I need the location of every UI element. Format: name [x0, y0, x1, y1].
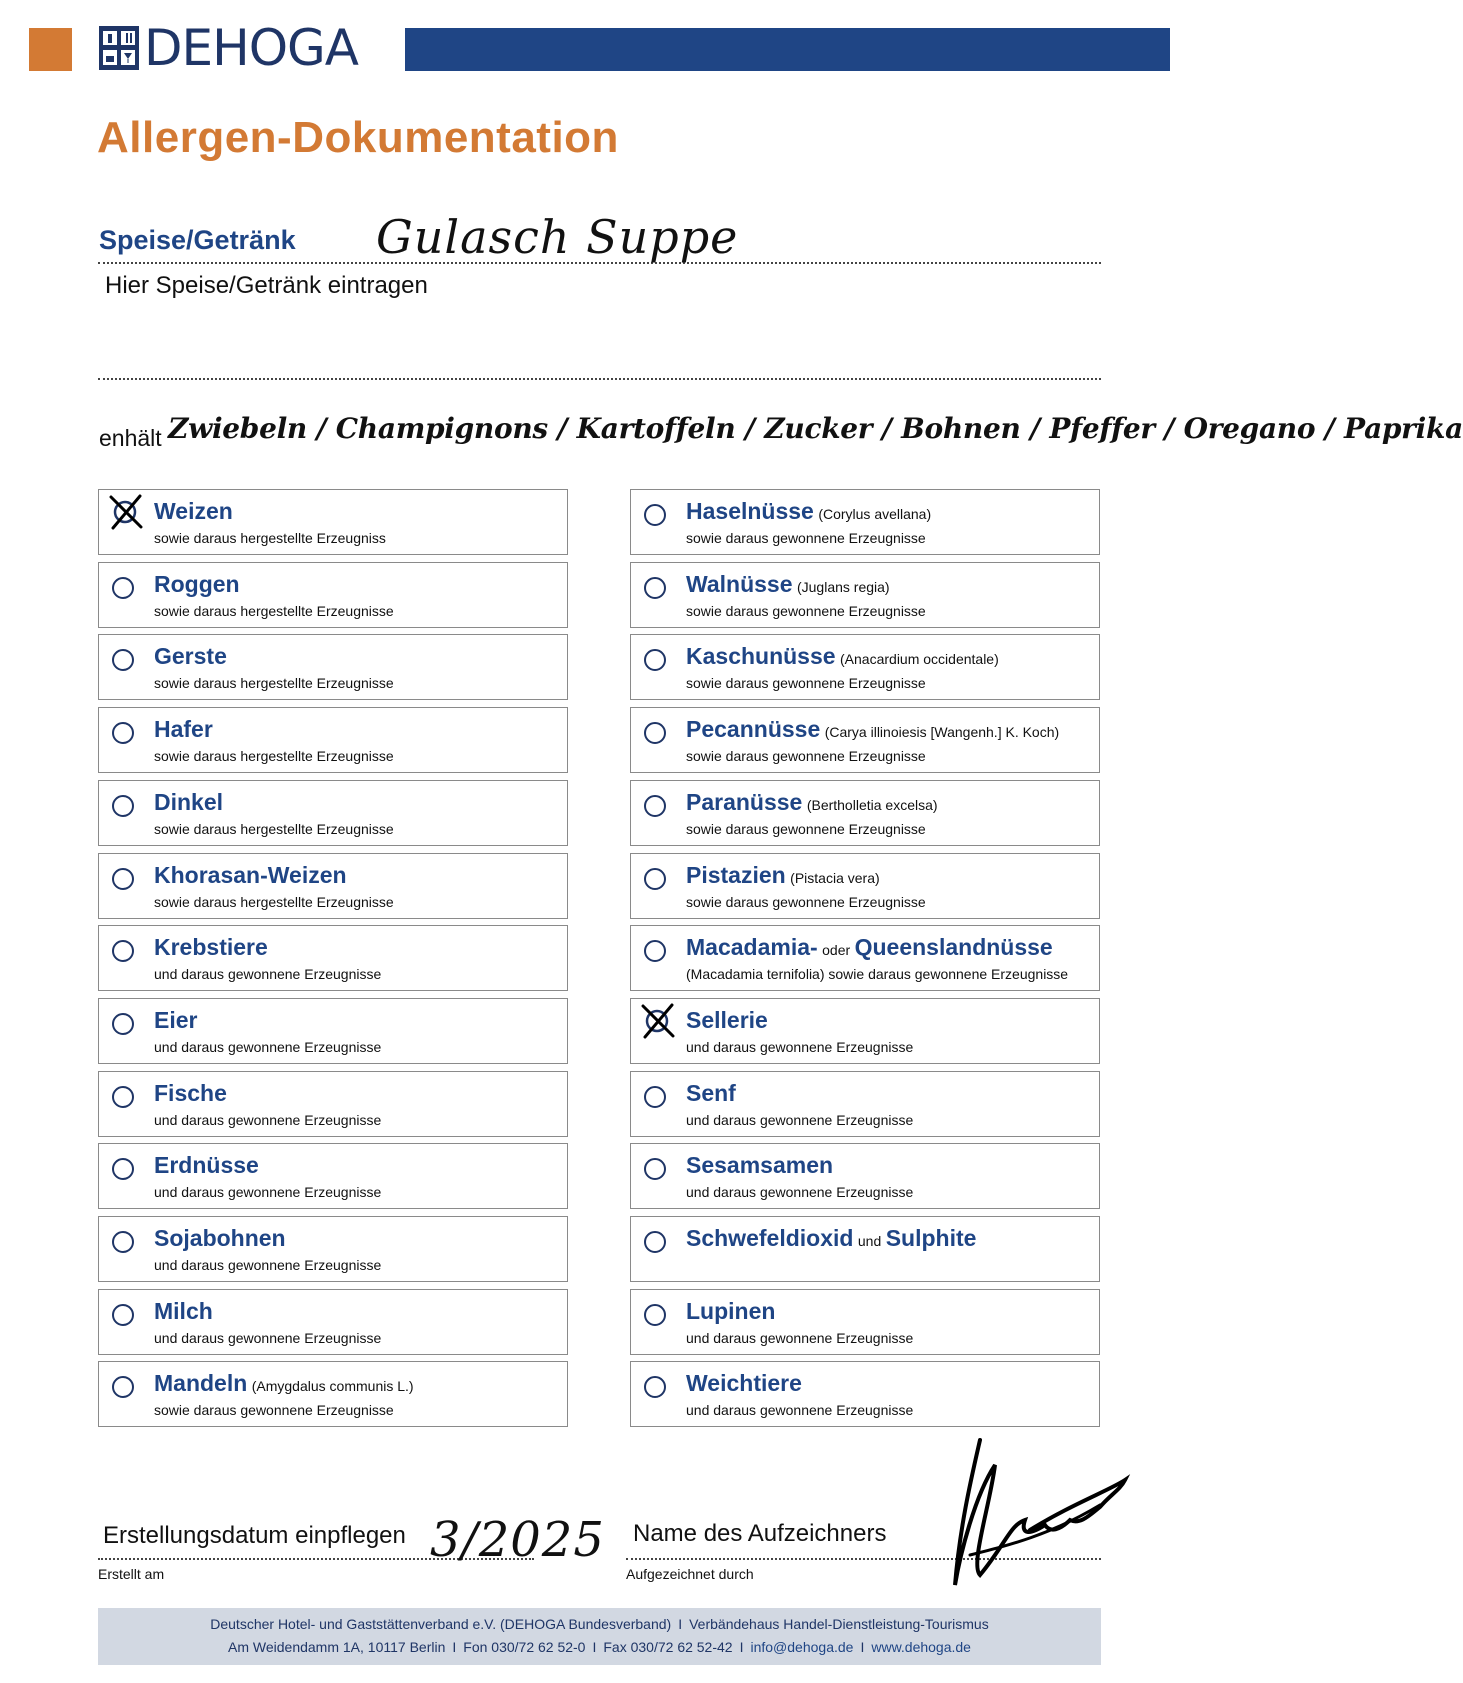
radio-circle-icon[interactable] — [644, 1304, 666, 1326]
allergen-name: Macadamia- — [686, 934, 818, 961]
allergen-title — [154, 1225, 286, 1252]
allergen-name: Roggen — [154, 570, 240, 597]
allergen-item[interactable] — [98, 1216, 568, 1282]
allergen-subtext: sowie daraus gewonnene Erzeugnisse — [686, 530, 926, 546]
allergen-subtext: sowie daraus gewonnene Erzeugnisse — [686, 602, 926, 619]
allergen-subtext: sowie daraus hergestellte Erzeugnisse — [154, 820, 394, 837]
radio-circle-icon[interactable] — [112, 1231, 134, 1253]
footer-fax: Fax 030/72 62 52-42 — [603, 1639, 733, 1655]
allergen-title — [686, 716, 1059, 743]
radio-circle-icon[interactable] — [644, 1376, 666, 1398]
allergen-conjunction: oder — [822, 942, 851, 959]
allergen-name: Walnüsse — [686, 570, 793, 597]
allergen-title — [686, 571, 890, 598]
allergen-subtext: sowie daraus gewonnene Erzeugnisse — [686, 675, 926, 692]
allergen-name: Lupinen — [686, 1297, 776, 1324]
radio-circle-icon[interactable] — [112, 940, 134, 962]
allergen-subtext: und daraus gewonnene Erzeugnisse — [686, 1402, 914, 1419]
radio-circle-icon[interactable] — [112, 649, 134, 671]
radio-circle-icon[interactable] — [644, 868, 666, 890]
allergen-title — [686, 934, 1053, 961]
allergen-name: Eier — [154, 1006, 198, 1033]
allergen-item[interactable] — [630, 998, 1100, 1064]
allergen-name: Erdnüsse — [154, 1152, 259, 1179]
brand-orange-square — [29, 28, 72, 71]
radio-circle-icon[interactable] — [112, 795, 134, 817]
allergen-latin-name: (Pistacia vera) — [790, 869, 880, 886]
allergen-item[interactable] — [98, 1143, 568, 1209]
allergen-subtext: sowie daraus hergestellte Erzeugnisse — [154, 602, 394, 619]
allergen-latin-name: (Carya illinoiesis [Wangenh.] K. Koch) — [824, 724, 1060, 741]
allergen-item[interactable] — [630, 489, 1100, 555]
allergen-title — [686, 1298, 775, 1325]
allergen-title — [154, 1370, 414, 1397]
allergen-name: Kaschunüsse — [686, 643, 836, 670]
handwritten-signature — [950, 1435, 1130, 1605]
allergen-title — [686, 1080, 736, 1107]
allergen-subtext: und daraus gewonnene Erzeugnisse — [154, 1111, 382, 1128]
allergen-latin-name: (Corylus avellana) — [818, 506, 932, 522]
allergen-subtext: und daraus gewonnene Erzeugnisse — [154, 1257, 382, 1273]
radio-circle-icon[interactable] — [112, 1086, 134, 1108]
allergen-title — [154, 643, 227, 670]
allergen-name: Sojabohnen — [154, 1225, 286, 1251]
allergen-subtext: sowie daraus hergestellte Erzeugnisse — [154, 893, 394, 910]
allergen-item[interactable] — [630, 1361, 1100, 1427]
allergen-latin-name: (Anacardium occidentale) — [840, 651, 999, 668]
allergen-title — [154, 571, 240, 598]
radio-circle-icon[interactable] — [112, 1376, 134, 1398]
allergen-name: Fische — [154, 1079, 227, 1106]
footer-separator: I — [739, 1639, 744, 1655]
footer-address: Am Weidendamm 1A, 10117 Berlin — [228, 1639, 446, 1655]
radio-circle-icon[interactable] — [644, 940, 666, 962]
allergen-title — [154, 789, 223, 816]
radio-circle-icon[interactable] — [112, 1158, 134, 1180]
allergen-item[interactable] — [98, 1071, 568, 1137]
footer-phone: Fon 030/72 62 52-0 — [463, 1639, 586, 1655]
allergen-title — [154, 498, 233, 525]
allergen-name: Hafer — [154, 716, 213, 743]
allergen-item[interactable] — [630, 634, 1100, 700]
allergen-item[interactable] — [98, 489, 568, 555]
dish-second-line[interactable] — [98, 378, 1101, 380]
allergen-subtext: und daraus gewonnene Erzeugnisse — [686, 1111, 914, 1128]
allergen-subtext: sowie daraus gewonnene Erzeugnisse — [154, 1402, 394, 1419]
allergen-title — [686, 498, 931, 525]
allergen-item[interactable] — [98, 780, 568, 846]
allergen-subtext: und daraus gewonnene Erzeugnisse — [686, 1329, 914, 1346]
allergen-item[interactable] — [630, 1143, 1100, 1209]
allergen-item[interactable] — [630, 853, 1100, 919]
allergen-subtext: und daraus gewonnene Erzeugnisse — [154, 1184, 382, 1201]
allergen-item[interactable] — [98, 853, 568, 919]
recorder-caption: Aufgezeichnet durch — [626, 1566, 754, 1582]
allergen-name: Krebstiere — [154, 934, 268, 961]
radio-circle-icon[interactable] — [644, 649, 666, 671]
dish-label: Speise/Getränk — [99, 225, 296, 255]
allergen-name: Senf — [686, 1079, 736, 1106]
allergen-latin-name: (Juglans regia) — [796, 578, 890, 595]
allergen-title — [154, 1080, 227, 1107]
allergen-name: Paranüsse — [686, 788, 803, 815]
allergen-title — [154, 862, 347, 889]
allergen-title — [154, 716, 213, 743]
date-caption: Erstellt am — [98, 1566, 165, 1582]
allergen-subtext: sowie daraus gewonnene Erzeugnisse — [686, 820, 926, 837]
allergen-subtext: sowie daraus hergestellte Erzeugnisse — [154, 748, 394, 765]
allergen-subtext: und daraus gewonnene Erzeugnisse — [686, 1184, 914, 1201]
allergen-title — [154, 1298, 213, 1325]
allergen-name: Weichtiere — [686, 1370, 802, 1397]
allergen-name: Khorasan-Weizen — [154, 861, 347, 888]
radio-circle-icon[interactable] — [644, 1086, 666, 1108]
footer-email-link[interactable]: info@dehoga.de — [750, 1639, 854, 1655]
allergen-title — [686, 789, 938, 816]
dehoga-logo-mark-icon — [98, 25, 140, 71]
allergen-item[interactable] — [98, 998, 568, 1064]
allergen-item[interactable] — [98, 562, 568, 628]
allergen-name: Weizen — [154, 498, 233, 524]
allergen-title — [686, 1152, 833, 1179]
allergen-item[interactable] — [98, 1289, 568, 1355]
allergen-latin-name: (Amygdalus communis L.) — [251, 1378, 414, 1395]
allergen-item[interactable] — [630, 925, 1100, 991]
document-title: Allergen-Dokumentation — [97, 113, 619, 162]
footer-separator: I — [592, 1639, 597, 1655]
radio-circle-icon[interactable] — [644, 504, 666, 526]
allergen-name: Pecannüsse — [686, 716, 821, 743]
contains-label: enhält — [99, 425, 162, 451]
allergen-title — [686, 1370, 802, 1397]
date-label: Erstellungsdatum einpflegen — [103, 1522, 406, 1549]
dehoga-logo — [98, 20, 358, 76]
radio-circle-icon[interactable] — [644, 722, 666, 744]
contains-value: Zwiebeln / Champignons / Kartoffeln / Zucker / Bohnen / Pfeffer / Oregano / Paprika — [168, 412, 1463, 445]
allergen-name: Sesamsamen — [686, 1152, 834, 1179]
allergen-name: Pistazien — [686, 861, 786, 888]
allergen-title — [154, 1007, 197, 1034]
footer — [98, 1608, 1101, 1665]
allergen-title — [686, 1007, 768, 1034]
allergen-subtext: und daraus gewonnene Erzeugnisse — [154, 1038, 382, 1055]
allergen-subtext: und daraus gewonnene Erzeugnisse — [154, 1329, 382, 1346]
checkbox-checked-x-icon[interactable] — [639, 1003, 679, 1039]
allergen-subtext: sowie daraus hergestellte Erzeugnisse — [154, 675, 394, 692]
allergen-title — [154, 934, 268, 961]
allergen-name: Dinkel — [154, 788, 224, 815]
allergen-item[interactable] — [630, 1289, 1100, 1355]
logo-wordmark: DEHOGA — [144, 19, 358, 77]
allergen-conjunction: und — [857, 1233, 882, 1249]
allergen-subtext: und daraus gewonnene Erzeugnisse — [154, 966, 382, 983]
allergen-name: Haselnüsse — [686, 498, 814, 524]
footer-line-1 — [98, 1616, 1101, 1632]
allergen-subtext: sowie daraus gewonnene Erzeugnisse — [686, 893, 926, 910]
allergen-item[interactable] — [630, 707, 1100, 773]
allergen-subtext: (Macadamia ternifolia) sowie daraus gewonnene Erzeugnisse — [686, 966, 1069, 983]
allergen-latin-name: (Bertholletia excelsa) — [806, 796, 938, 813]
allergen-title — [686, 643, 999, 670]
allergen-name: Milch — [154, 1297, 213, 1324]
footer-separator: I — [860, 1639, 865, 1655]
radio-circle-icon[interactable] — [112, 1013, 134, 1035]
footer-separator: I — [452, 1639, 457, 1655]
allergen-title — [154, 1152, 259, 1179]
allergen-subtext: und daraus gewonnene Erzeugnisse — [686, 1038, 914, 1055]
allergen-title — [686, 862, 880, 889]
radio-circle-icon[interactable] — [644, 795, 666, 817]
dish-value: Gulasch Suppe — [376, 210, 739, 264]
radio-circle-icon[interactable] — [112, 1304, 134, 1326]
allergen-name-2: Queenslandnüsse — [854, 934, 1053, 961]
allergen-item[interactable] — [98, 707, 568, 773]
recorder-label: Name des Aufzeichners — [633, 1520, 887, 1547]
checkbox-checked-x-icon[interactable] — [107, 494, 147, 530]
allergen-item[interactable] — [630, 1216, 1100, 1282]
footer-org: Deutscher Hotel- und Gaststättenverband e.V. (DEHOGA Bundesverband) — [210, 1616, 672, 1632]
radio-circle-icon[interactable] — [644, 1158, 666, 1180]
allergen-name: Schwefeldioxid — [686, 1225, 854, 1251]
allergen-name: Mandeln — [154, 1370, 248, 1397]
allergen-title — [686, 1225, 976, 1252]
radio-circle-icon[interactable] — [112, 577, 134, 599]
footer-web-link[interactable]: www.dehoga.de — [871, 1639, 971, 1655]
allergen-item[interactable] — [630, 1071, 1100, 1137]
allergen-subtext: sowie daraus gewonnene Erzeugnisse — [686, 748, 926, 765]
radio-circle-icon[interactable] — [112, 722, 134, 744]
radio-circle-icon[interactable] — [644, 1231, 666, 1253]
dish-helper-text: Hier Speise/Getränk eintragen — [105, 272, 428, 299]
footer-separator: I — [678, 1616, 683, 1632]
allergen-name: Gerste — [154, 643, 227, 670]
allergen-subtext: sowie daraus hergestellte Erzeugniss — [154, 530, 386, 546]
allergen-item[interactable] — [630, 562, 1100, 628]
radio-circle-icon[interactable] — [644, 577, 666, 599]
radio-circle-icon[interactable] — [112, 868, 134, 890]
allergen-name: Sellerie — [686, 1006, 768, 1033]
footer-line-2 — [98, 1639, 1101, 1655]
footer-house: Verbändehaus Handel-Dienstleistung-Tourismus — [689, 1616, 989, 1632]
allergen-item[interactable] — [98, 1361, 568, 1427]
allergen-item[interactable] — [630, 780, 1100, 846]
date-value: 3/2025 — [430, 1512, 605, 1568]
allergen-item[interactable] — [98, 925, 568, 991]
header-blue-bar — [405, 28, 1170, 71]
allergen-item[interactable] — [98, 634, 568, 700]
allergen-name-2: Sulphite — [885, 1225, 977, 1251]
